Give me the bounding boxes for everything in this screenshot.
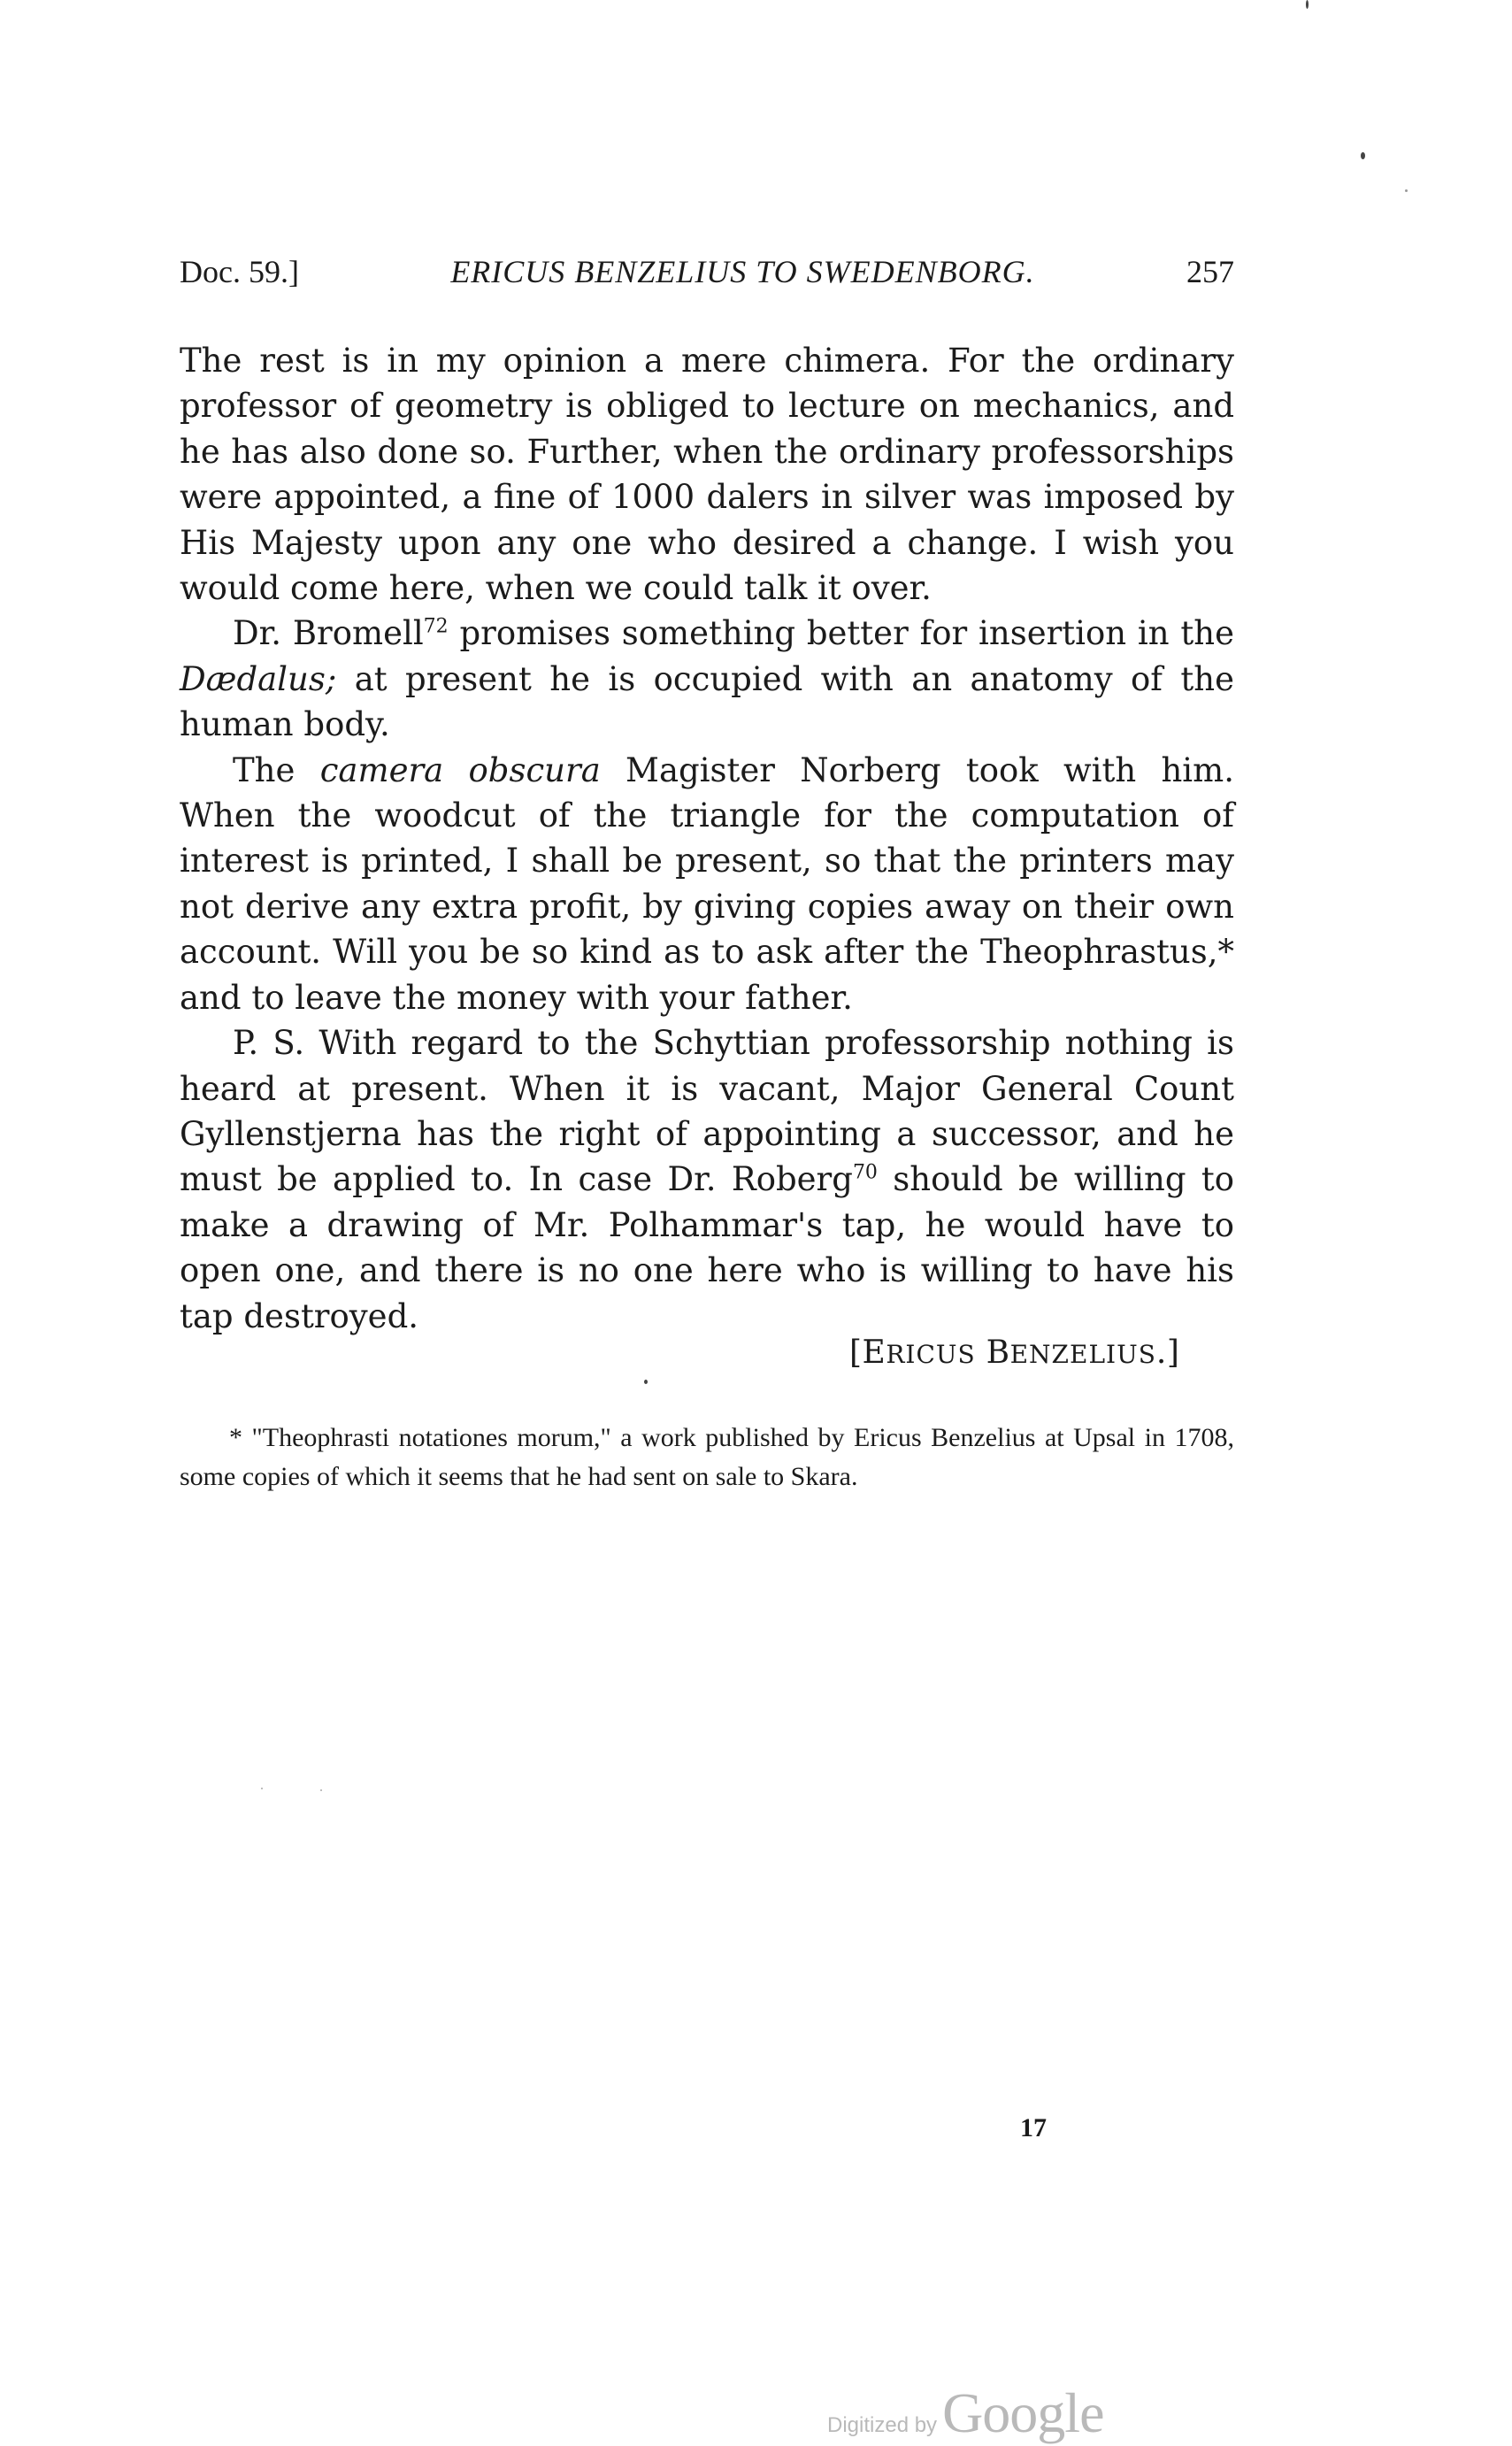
scan-speck: [320, 1789, 322, 1791]
scan-speck: [1306, 0, 1309, 9]
doc-label: Doc. 59.]: [180, 254, 299, 289]
italic-camera-obscura: camera obscura: [319, 750, 601, 789]
page-number: 257: [1186, 254, 1234, 289]
scan-speck: [644, 1380, 648, 1384]
footnote-text: * "Theophrasti notationes morum," a work published by Ericus Benzelius at Upsal in 1708, some copies of which it seems that he had sent on sale to Skara.: [180, 1423, 1234, 1491]
signature: [ERICUS BENZELIUS.]: [849, 1335, 1180, 1371]
paragraph-1: The rest is in my opinion a mere chimera. For the ordinary professor of geometry is obliged to lecture on mechanics, and he has also done so. Further, when the ordinary professorships were appointed, a fine of 1000 dalers in silver was imposed by His Majesty upon any one who desired a change. I wish you would come here, when we could talk it over.: [180, 342, 1234, 608]
footnote: [180, 1419, 1234, 1496]
running-title: ERICUS BENZELIUS TO SWEDENBORG.: [450, 254, 1035, 289]
scan-speck: [1361, 152, 1365, 159]
scan-speck: [261, 1788, 263, 1789]
printer-signature-mark: 17: [1020, 2113, 1047, 2142]
footnote-ref-72: 72: [423, 616, 449, 639]
letter-body: [180, 338, 1234, 1339]
paragraph-3: The camera obscura Magister Norberg took with him. When the woodcut of the triangle for the computation of interest is printed, I shall be present, so that the printers may not derive any extra profit, by giving copies away on their own account. Will you be so kind as to ask after the Theophrastus,* and to leave the money with your father.: [180, 750, 1234, 1017]
google-logo: Google: [942, 2381, 1104, 2444]
paragraph-4: P. S. With regard to the Schyttian professorship nothing is heard at present. When it is vacant, Major General Count Gyllenstjerna has the right of appointing a successor, and he must be applied to. In case Dr. Roberg$^{70}$ should be willing to make a drawing of Mr. Polhammar's tap, he would have to open one, and there is no one here who is willing to have his tap destroyed.: [180, 1024, 1234, 1335]
italic-daedalus: Dædalus;: [180, 659, 337, 698]
digitized-watermark: [827, 2381, 1103, 2446]
running-header: [180, 253, 1234, 290]
footnote-ref-70: 70: [852, 1161, 878, 1184]
paragraph-2: Dr. Bromell$^{72}$ promises something better for insertion in the Dædalus; at present he is occupied with an anatomy of the human body.: [180, 614, 1234, 744]
watermark-small-text: Digitized by: [827, 2413, 938, 2437]
scan-speck: [1405, 189, 1408, 192]
